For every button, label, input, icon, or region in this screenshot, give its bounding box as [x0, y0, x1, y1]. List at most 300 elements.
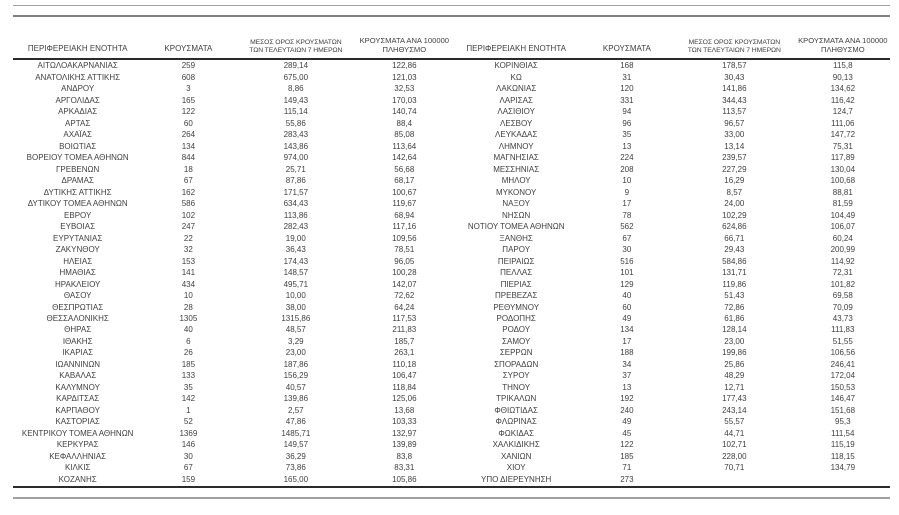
avg7-cell: 30,43 — [724, 72, 745, 82]
per100k-cell: 113,64 — [392, 141, 417, 151]
table-row — [452, 417, 891, 428]
table-row — [452, 451, 891, 462]
cases-cell: 516 — [620, 256, 634, 266]
avg7-cell: 47,86 — [285, 417, 306, 427]
table-row — [452, 130, 891, 141]
table-row — [452, 314, 891, 325]
avg7-cell: 165,00 — [283, 474, 309, 484]
avg7-cell: 51,43 — [724, 291, 745, 301]
table-row — [13, 451, 452, 462]
avg7-cell: 1485,71 — [281, 428, 311, 438]
avg7-cell: 143,86 — [283, 141, 309, 151]
cases-cell: 146 — [181, 440, 196, 450]
cases-cell: 122 — [620, 440, 634, 450]
avg7-cell: 227,29 — [722, 164, 747, 174]
region-cell: ΣΕΡΡΩΝ — [499, 348, 533, 358]
per100k-cell: 51,55 — [832, 336, 853, 346]
column-header-avg7-line1: ΜΕΣΟΣ ΟΡΟΣ ΚΡΟΥΣΜΑΤΩΝ — [250, 39, 342, 47]
region-cell: ΛΑΚΩΝΙΑΣ — [496, 84, 537, 94]
cases-cell: 331 — [620, 95, 634, 105]
region-cell: ΑΙΤΩΛΟΑΚΑΡΝΑΝΙΑΣ — [37, 61, 118, 71]
table-row — [13, 360, 452, 371]
avg7-cell: 23,00 — [285, 348, 306, 358]
per100k-cell: 78,51 — [394, 245, 415, 255]
cases-cell: 34 — [622, 359, 632, 369]
table-bottom-border — [13, 486, 890, 488]
table-row — [13, 279, 452, 290]
per100k-cell: 122,86 — [392, 61, 417, 71]
region-cell: ΤΡΙΚΑΛΩΝ — [496, 394, 537, 404]
cases-cell: 49 — [622, 417, 632, 427]
cases-cell: 120 — [620, 84, 634, 94]
table-row — [452, 474, 891, 485]
table-row — [452, 95, 891, 106]
avg7-cell: 102,71 — [722, 440, 747, 450]
top-border-line — [13, 15, 890, 17]
cases-cell: 188 — [620, 348, 634, 358]
region-cell: ΔΡΑΜΑΣ — [61, 176, 94, 186]
table-row — [452, 187, 891, 198]
per100k-cell: 88,4 — [396, 118, 413, 128]
cases-cell: 273 — [620, 474, 634, 484]
table-row — [452, 371, 891, 382]
cases-cell: 1305 — [179, 314, 198, 323]
table-row — [13, 118, 452, 129]
per100k-cell: 60,24 — [832, 233, 853, 243]
cases-cell: 30 — [622, 245, 632, 255]
cases-cell: 71 — [622, 463, 632, 473]
cases-cell: 49 — [622, 314, 632, 323]
table-row — [13, 440, 452, 451]
region-cell: ΑΝΔΡΟΥ — [61, 84, 95, 94]
table-row — [452, 210, 891, 221]
table-row — [13, 268, 452, 279]
region-cell: ΜΥΚΟΝΟΥ — [495, 187, 537, 197]
cases-cell: 67 — [183, 176, 193, 186]
avg7-cell: 55,86 — [285, 118, 306, 128]
cases-cell: 18 — [183, 164, 193, 174]
column-header-region-label: ΠΕΡΙΦΕΡΕΙΑΚΗ ΕΝΟΤΗΤΑ — [27, 45, 128, 54]
table-row — [452, 72, 891, 83]
per100k-cell: 81,59 — [832, 199, 853, 209]
table-row — [13, 95, 452, 106]
avg7-cell: 187,86 — [283, 359, 309, 369]
region-cell: ΧΙΟΥ — [506, 463, 526, 473]
table-row — [452, 176, 891, 187]
column-header-per100k — [796, 37, 890, 57]
table-row — [13, 176, 452, 187]
table-row — [13, 72, 452, 83]
per100k-cell: 147,72 — [830, 130, 856, 140]
cases-cell: 28 — [183, 302, 193, 312]
region-cell: ΝΗΣΩΝ — [502, 210, 531, 220]
table-row — [452, 360, 891, 371]
region-cell: ΘΕΣΣΑΛΟΝΙΚΗΣ — [46, 314, 109, 323]
table-row — [452, 84, 891, 95]
per100k-cell: 106,07 — [830, 222, 856, 232]
region-cell: ΡΕΘΥΜΝΟΥ — [493, 302, 540, 312]
region-cell: ΕΥΒΟΙΑΣ — [60, 222, 96, 232]
per100k-cell: 130,04 — [830, 164, 856, 174]
cases-cell: 40 — [622, 291, 632, 301]
region-cell: ΕΒΡΟΥ — [64, 210, 92, 220]
table-row — [13, 84, 452, 95]
avg7-cell: 2,57 — [288, 405, 304, 415]
region-cell: ΚΑΡΔΙΤΣΑΣ — [56, 394, 100, 404]
column-header-avg7-line2: ΤΩΝ ΤΕΛΕΥΤΑΙΩΝ 7 ΗΜΕΡΩΝ — [687, 46, 781, 54]
cases-cell: 31 — [622, 72, 632, 82]
per100k-cell: 109,56 — [392, 233, 417, 243]
per100k-cell: 56,68 — [394, 164, 415, 174]
avg7-cell: 178,57 — [722, 61, 747, 71]
avg7-cell: 36,29 — [285, 451, 306, 461]
table-row — [452, 222, 891, 233]
cases-cell: 1 — [186, 405, 191, 415]
table-row — [452, 153, 891, 164]
avg7-cell: 25,86 — [724, 359, 745, 369]
table-row — [13, 61, 452, 72]
cases-cell: 185 — [620, 451, 634, 461]
avg7-cell: 634,43 — [283, 199, 309, 209]
region-cell: ΝΟΤΙΟΥ ΤΟΜΕΑ ΑΘΗΝΩΝ — [467, 222, 565, 232]
avg7-cell: 72,86 — [724, 302, 745, 312]
avg7-cell: 19,00 — [285, 233, 306, 243]
table-row — [13, 130, 452, 141]
cases-cell: 240 — [620, 405, 634, 415]
cases-cell: 185 — [181, 359, 196, 369]
avg7-cell: 148,57 — [283, 268, 309, 278]
region-cell: ΘΗΡΑΣ — [64, 325, 92, 335]
region-cell: ΚΑΛΥΜΝΟΥ — [55, 382, 100, 392]
avg7-cell: 73,86 — [285, 463, 306, 473]
column-header-avg7-line1: ΜΕΣΟΣ ΟΡΟΣ ΚΡΟΥΣΜΑΤΩΝ — [688, 39, 781, 47]
avg7-cell: 38,00 — [285, 302, 306, 312]
region-cell: ΚΟΡΙΝΘΙΑΣ — [494, 61, 538, 71]
avg7-cell: 131,71 — [722, 268, 747, 278]
cases-cell: 13 — [622, 382, 632, 392]
per100k-cell: 96,05 — [394, 256, 415, 266]
avg7-cell: 113,86 — [283, 210, 308, 220]
cases-cell: 208 — [620, 164, 634, 174]
table-row — [452, 245, 891, 256]
avg7-cell: 243,14 — [722, 405, 747, 415]
region-cell: ΥΠΟ ΔΙΕΡΕΥΝΗΣΗ — [481, 474, 552, 484]
region-cell: ΑΧΑΪΑΣ — [63, 130, 92, 140]
cases-cell: 67 — [183, 463, 193, 473]
avg7-cell: 102,29 — [722, 210, 747, 220]
table-row — [13, 141, 452, 152]
per100k-cell: 140,74 — [392, 107, 417, 117]
per100k-cell: 32,53 — [394, 84, 415, 94]
cases-cell: 17 — [622, 336, 632, 346]
cases-cell: 52 — [183, 417, 193, 427]
avg7-cell: 40,57 — [285, 382, 306, 392]
avg7-cell: 1315,86 — [281, 314, 311, 323]
avg7-cell: 48,57 — [285, 325, 306, 335]
top-divider-line — [13, 5, 890, 6]
region-cell: ΚΑΣΤΟΡΙΑΣ — [55, 417, 100, 427]
region-cell: ΛΗΜΝΟΥ — [498, 141, 534, 151]
avg7-cell: 228,00 — [722, 451, 747, 461]
table-row — [452, 118, 891, 129]
per100k-cell: 114,92 — [830, 256, 855, 266]
cases-cell: 159 — [181, 474, 196, 484]
region-cell: ΚΙΛΚΙΣ — [64, 463, 91, 473]
cases-cell: 9 — [624, 187, 630, 197]
cases-cell: 122 — [181, 107, 196, 117]
cases-cell: 129 — [620, 279, 634, 289]
table-row — [452, 279, 891, 290]
region-cell: ΛΑΡΙΣΑΣ — [499, 95, 533, 105]
cases-cell: 141 — [181, 268, 196, 278]
region-cell: ΙΚΑΡΙΑΣ — [62, 348, 94, 358]
per100k-cell: 134,79 — [830, 463, 856, 473]
table-body — [13, 61, 890, 486]
per100k-cell: 263,1 — [394, 348, 415, 358]
avg7-cell: 282,43 — [283, 222, 309, 232]
avg7-cell: 344,43 — [722, 95, 747, 105]
per100k-cell: 100,68 — [830, 176, 856, 186]
cases-cell: 40 — [183, 325, 193, 335]
cases-cell: 165 — [181, 95, 196, 105]
cases-cell: 608 — [181, 72, 196, 82]
per100k-cell: 170,03 — [392, 95, 417, 105]
per100k-cell: 64,24 — [394, 302, 415, 312]
region-cell: ΡΟΔΟΥ — [502, 325, 531, 335]
table-row — [13, 291, 452, 302]
region-cell: ΘΑΣΟΥ — [63, 291, 92, 301]
table-row — [452, 383, 891, 394]
per100k-cell: 83,8 — [396, 451, 413, 461]
region-cell: ΠΙΕΡΙΑΣ — [500, 279, 532, 289]
cases-cell: 133 — [181, 371, 196, 381]
per100k-cell: 139,89 — [392, 440, 417, 450]
per100k-cell: 106,56 — [830, 348, 856, 358]
region-cell: ΤΗΝΟΥ — [502, 382, 531, 392]
region-cell: ΓΡΕΒΕΝΩΝ — [56, 164, 100, 174]
avg7-cell: 29,43 — [724, 245, 745, 255]
region-cell: ΦΩΚΙΔΑΣ — [498, 428, 534, 438]
column-header-cases — [142, 45, 234, 57]
region-cell: ΝΑΞΟΥ — [502, 199, 530, 209]
region-cell: ΜΗΛΟΥ — [501, 176, 531, 186]
avg7-cell: 495,71 — [283, 279, 309, 289]
avg7-cell: 289,14 — [283, 61, 309, 71]
per100k-cell: 119,67 — [392, 199, 417, 209]
table-row — [13, 463, 452, 474]
region-cell: ΜΑΓΝΗΣΙΑΣ — [493, 153, 539, 163]
avg7-cell: 174,43 — [283, 256, 309, 266]
column-header-cases-label: ΚΡΟΥΣΜΑΤΑ — [602, 45, 651, 54]
avg7-cell: 55,57 — [724, 417, 745, 427]
avg7-cell: 13,14 — [724, 141, 745, 151]
region-cell: ΡΟΔΟΠΗΣ — [496, 314, 536, 323]
per100k-cell: 105,86 — [392, 474, 417, 484]
cases-cell: 224 — [620, 153, 634, 163]
region-cell: ΙΘΑΚΗΣ — [62, 336, 93, 346]
per100k-cell: 125,06 — [392, 394, 417, 404]
per100k-cell: 106,47 — [392, 371, 417, 381]
per100k-cell: 13,68 — [394, 405, 415, 415]
region-cell: ΚΕΡΚΥΡΑΣ — [56, 440, 99, 450]
region-cell: ΛΑΣΙΘΙΟΥ — [497, 107, 535, 117]
cases-cell: 134 — [181, 141, 196, 151]
per100k-cell: 85,08 — [394, 130, 415, 140]
cases-cell: 60 — [622, 302, 632, 312]
region-cell: ΠΕΛΛΑΣ — [500, 268, 533, 278]
avg7-cell: 24,00 — [724, 199, 745, 209]
region-cell: ΞΑΝΘΗΣ — [499, 233, 533, 243]
cases-cell: 35 — [183, 382, 193, 392]
per100k-cell: 142,07 — [392, 279, 417, 289]
avg7-cell: 128,14 — [722, 325, 747, 335]
region-cell: ΑΡΓΟΛΙΔΑΣ — [55, 95, 100, 105]
cases-cell: 6 — [186, 336, 191, 346]
avg7-cell: 141,86 — [722, 84, 747, 94]
table-row — [452, 107, 891, 118]
column-header-avg7 — [673, 39, 796, 57]
per100k-cell: 103,33 — [392, 417, 417, 427]
table-row — [13, 222, 452, 233]
left-table-header — [13, 20, 452, 57]
table-row — [13, 337, 452, 348]
cases-cell: 96 — [622, 118, 632, 128]
table-row — [13, 164, 452, 175]
table-row — [13, 394, 452, 405]
avg7-cell: 239,57 — [722, 153, 747, 163]
avg7-cell: 87,86 — [285, 176, 306, 186]
avg7-cell: 23,00 — [724, 336, 745, 346]
region-cell: ΣΥΡΟΥ — [502, 371, 530, 381]
region-cell: ΕΥΡΥΤΑΝΙΑΣ — [53, 233, 103, 243]
region-cell: ΠΡΕΒΕΖΑΣ — [495, 291, 538, 301]
region-cell: ΙΩΑΝΝΙΝΩΝ — [55, 359, 101, 369]
cases-cell: 30 — [183, 451, 193, 461]
avg7-cell: 156,29 — [283, 371, 309, 381]
table-row — [452, 199, 891, 210]
avg7-cell: 177,43 — [722, 394, 747, 404]
per100k-cell: 185,7 — [394, 336, 415, 346]
table-row — [13, 107, 452, 118]
table-row — [452, 394, 891, 405]
per100k-cell: 88,81 — [832, 187, 853, 197]
per100k-cell: 150,53 — [830, 382, 856, 392]
region-cell: ΛΕΣΒΟΥ — [500, 118, 533, 128]
column-header-avg7-line2: ΤΩΝ ΤΕΛΕΥΤΑΙΩΝ 7 ΗΜΕΡΩΝ — [249, 46, 343, 54]
table-row — [452, 348, 891, 359]
cases-cell: 35 — [622, 130, 632, 140]
region-cell: ΖΑΚΥΝΘΟΥ — [55, 245, 100, 255]
per100k-cell: 72,31 — [832, 268, 853, 278]
cases-cell: 10 — [183, 291, 193, 301]
per100k-cell: 118,15 — [830, 451, 855, 461]
per100k-cell: 115,8 — [833, 61, 853, 71]
table-row — [452, 291, 891, 302]
region-cell: ΒΟΙΩΤΙΑΣ — [59, 141, 97, 151]
avg7-cell: 171,57 — [283, 187, 309, 197]
avg7-cell: 96,57 — [724, 118, 745, 128]
per100k-cell: 116,42 — [830, 95, 855, 105]
table-row — [452, 337, 891, 348]
column-header-per100k-line2: ΠΛΗΘΥΣΜΟ — [382, 44, 427, 54]
per100k-cell: 104,49 — [830, 210, 856, 220]
table-row — [452, 141, 891, 152]
region-cell: ΠΑΡΟΥ — [502, 245, 531, 255]
table-row — [452, 233, 891, 244]
per100k-cell: 111,54 — [831, 428, 855, 438]
per100k-cell: 95,3 — [835, 417, 851, 427]
region-cell: ΧΑΛΚΙΔΙΚΗΣ — [492, 440, 540, 450]
per100k-cell: 117,16 — [392, 222, 417, 232]
table-row — [13, 348, 452, 359]
cases-cell: 153 — [181, 256, 196, 266]
cases-cell: 259 — [181, 61, 196, 71]
cases-cell: 37 — [622, 371, 632, 381]
region-cell: ΚΑΒΑΛΑΣ — [59, 371, 97, 381]
table-row — [452, 406, 891, 417]
per100k-cell: 134,62 — [830, 84, 856, 94]
avg7-cell: 8,57 — [726, 187, 743, 197]
cases-cell: 168 — [620, 61, 634, 71]
cases-cell: 434 — [181, 279, 196, 289]
per100k-cell: 110,18 — [392, 359, 417, 369]
column-header-per100k-line2: ΠΛΗΘΥΣΜΟ — [820, 44, 865, 54]
per100k-cell: 111,83 — [831, 325, 855, 335]
column-header-per100k-line1: ΚΡΟΥΣΜΑΤΑ ΑΝΑ 100000 — [798, 37, 888, 46]
bottom-divider-line — [13, 497, 890, 499]
region-cell: ΣΑΜΟΥ — [502, 336, 531, 346]
avg7-cell: 974,00 — [283, 153, 309, 163]
avg7-cell: 283,43 — [283, 130, 309, 140]
cases-cell: 844 — [181, 153, 196, 163]
per100k-cell: 121,03 — [392, 72, 417, 82]
cases-cell: 101 — [620, 268, 634, 278]
avg7-cell: 199,86 — [722, 348, 747, 358]
per100k-cell: 100,28 — [392, 268, 417, 278]
table-header — [13, 20, 890, 57]
avg7-cell: 3,29 — [288, 336, 304, 346]
per100k-cell: 132,97 — [392, 428, 417, 438]
avg7-cell: 624,86 — [722, 222, 747, 232]
cases-cell: 17 — [622, 199, 632, 209]
per100k-cell: 43,73 — [832, 314, 853, 323]
per100k-cell: 72,62 — [394, 291, 415, 301]
per100k-cell: 151,68 — [830, 405, 856, 415]
right-table-header — [452, 20, 891, 57]
table-row — [452, 256, 891, 267]
cases-cell: 134 — [620, 325, 634, 335]
table-row — [13, 383, 452, 394]
table-row — [13, 474, 452, 485]
table-row — [452, 325, 891, 336]
table-row — [13, 153, 452, 164]
table-row — [13, 302, 452, 313]
table-row — [452, 429, 891, 440]
per100k-cell: 68,94 — [394, 210, 415, 220]
avg7-cell: 139,86 — [283, 394, 309, 404]
region-cell: ΚΕΦΑΛΛΗΝΙΑΣ — [49, 451, 107, 461]
region-cell: ΚΑΡΠΑΘΟΥ — [55, 405, 100, 415]
avg7-cell: 149,43 — [283, 95, 309, 105]
table-row — [452, 164, 891, 175]
region-cell: ΧΑΝΙΩΝ — [500, 451, 532, 461]
table-row — [13, 406, 452, 417]
column-header-region — [452, 45, 581, 57]
per100k-cell: 117,89 — [830, 153, 855, 163]
table-row — [452, 440, 891, 451]
table-row — [452, 61, 891, 72]
column-header-avg7 — [234, 39, 357, 57]
